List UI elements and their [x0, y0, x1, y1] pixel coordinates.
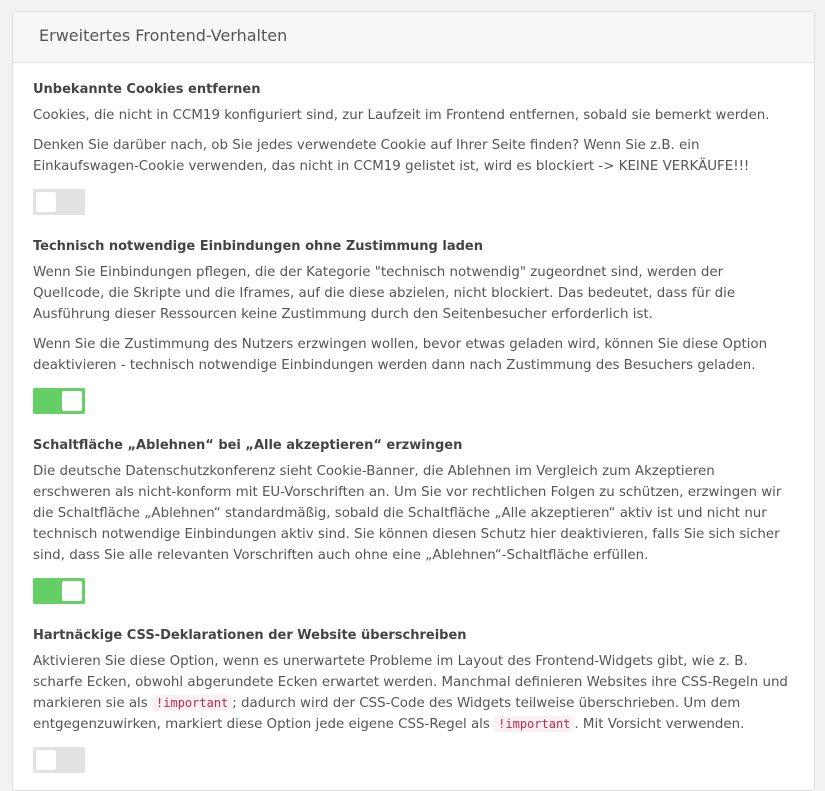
section-title: Unbekannte Cookies entfernen [33, 82, 261, 97]
card-title: Erweitertes Frontend-Verhalten [39, 26, 288, 45]
section-description: Wenn Sie die Zustimmung des Nutzers erzwingen wollen, bevor etwas geladen wird, können Sie diese Option deaktivieren - technisch notwendige Einbindungen werden dann nach Zustimmung des Besuchers geladen. [33, 337, 768, 373]
section-override-css [33, 626, 794, 773]
description-text: ; dadurch wird der CSS-Code des Widgets teilweise überschrieben. Um dem entgegenzuwirken, markiert diese Option jede eigene CSS-Regel als [33, 696, 741, 732]
remove-unknown-cookies-toggle[interactable] [33, 189, 85, 215]
section-description: Denken Sie darüber nach, ob Sie jedes verwendete Cookie auf Ihrer Seite finden? Wenn Sie z.B. ein Einkaufswagen-Cookie verwenden, das nicht in CCM19 gelistet ist, wird es blockiert -> KEINE VERKÄUFE!!! [33, 138, 750, 174]
section-description: Die deutsche Datenschutzkonferenz sieht Cookie-Banner, die Ablehnen im Vergleich zum Akzeptieren erschweren als nicht-konform mit EU-Vorschriften an. Um Sie vor rechtlichen Folgen zu schützen, erzwingen wir die Schaltfläche „Ablehnen“ standardmäßig, sobald die Schaltfläche „Alle akzeptieren“ aktiv ist und nicht nur technisch notwendige Einbindungen aktiv sind. Sie können diesen Schutz hier deaktivieren, falls Sie sich sicher sind, dass Sie alle relevanten Vorschriften auch ohne eine „Ablehnen“-Schaltfläche erfüllen. [33, 464, 782, 563]
section-description [33, 651, 794, 735]
description-text: Aktivieren Sie diese Option, wenn es unerwartete Probleme im Layout des Frontend-Widgets gibt, wie z. B. scharfe Ecken, obwohl abgerundete Ecken erwartet werden. Manchmal definieren Websites ihre CSS-Regeln und markieren sie als [33, 654, 788, 711]
force-decline-button-toggle[interactable] [33, 578, 85, 604]
override-css-toggle[interactable] [33, 747, 85, 773]
toggle-knob [62, 581, 82, 601]
toggle-knob [36, 750, 56, 770]
section-load-essential-without-consent [33, 237, 794, 414]
section-description: Cookies, die nicht in CCM19 konfiguriert sind, zur Laufzeit im Frontend entfernen, sobald sie bemerkt werden. [33, 108, 770, 123]
toggle-knob [62, 391, 82, 411]
section-description: Wenn Sie Einbindungen pflegen, die der Kategorie "technisch notwendig" zugeordnet sind, werden der Quellcode, die Skripte und die Iframes, auf die diese abzielen, nicht blockiert. Das bedeutet, dass für die Ausführung dieser Ressourcen keine Zustimmung durch den Seitenbesucher erforderlich ist. [33, 265, 736, 322]
section-title: Hartnäckige CSS-Deklarationen der Website überschreiben [33, 628, 467, 643]
card-body [13, 63, 814, 773]
toggle-knob [36, 192, 56, 212]
section-force-decline-button [33, 436, 794, 604]
code-important: !important [494, 716, 574, 732]
section-title: Technisch notwendige Einbindungen ohne Zustimmung laden [33, 239, 483, 254]
code-important: !important [152, 695, 232, 711]
settings-card [12, 11, 815, 791]
card-header [13, 12, 814, 63]
section-title: Schaltfläche „Ablehnen“ bei „Alle akzeptieren“ erzwingen [33, 438, 463, 453]
description-text: . Mit Vorsicht verwenden. [574, 717, 745, 732]
load-essential-without-consent-toggle[interactable] [33, 388, 85, 414]
section-remove-unknown-cookies [33, 80, 794, 215]
